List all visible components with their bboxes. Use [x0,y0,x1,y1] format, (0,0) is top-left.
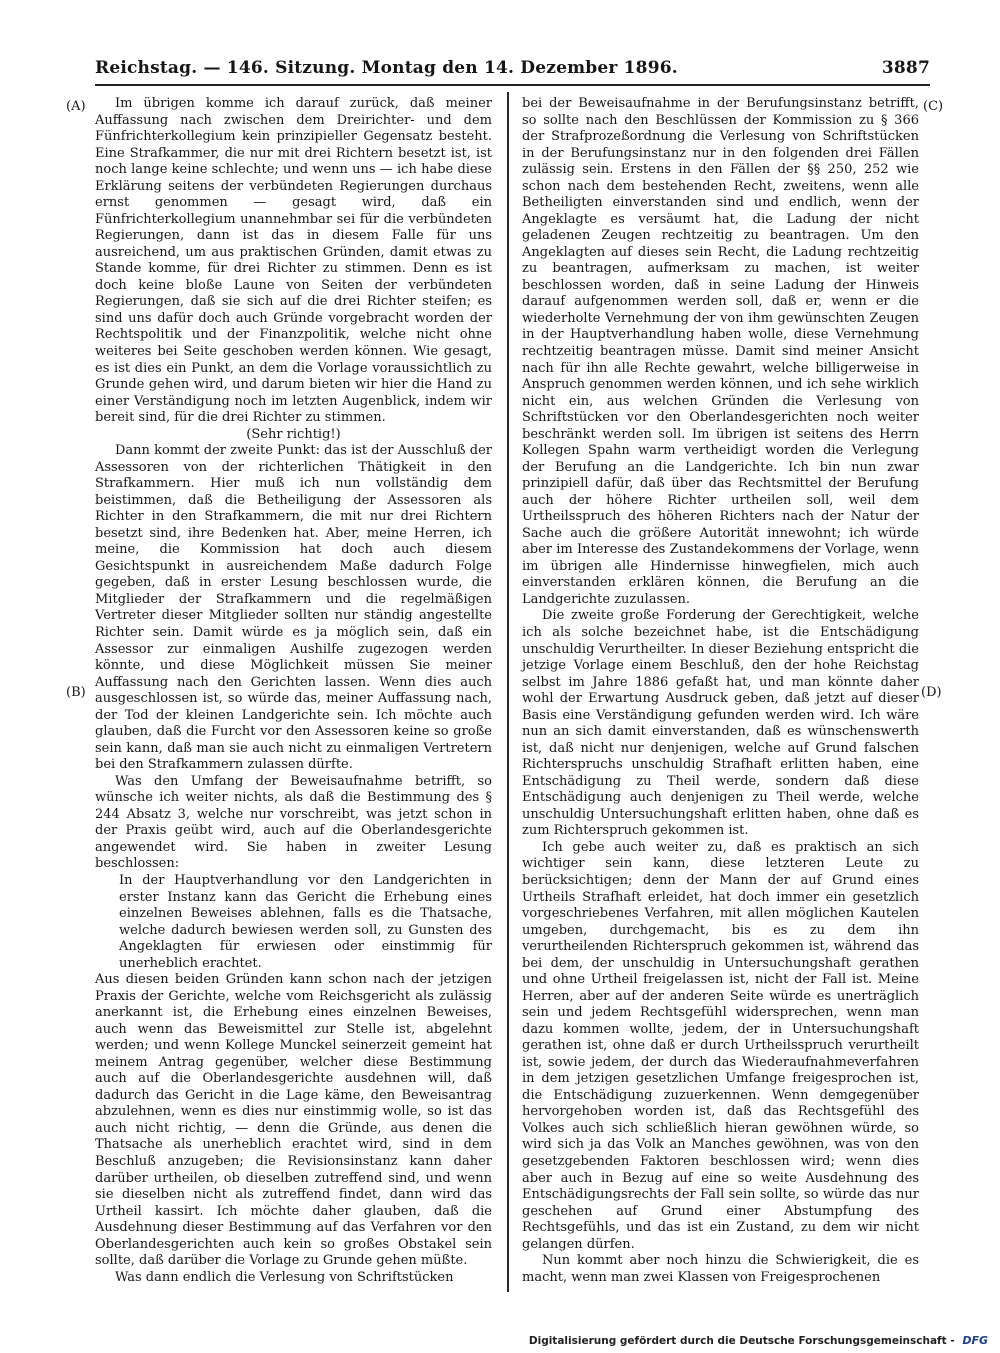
margin-marker-a: (A) [66,99,86,114]
digitization-credit [529,1334,988,1347]
header-rule [95,84,930,86]
right-column [522,96,919,1286]
running-title: Reichstag. — 146. Sitzung. Montag den 14. Dezember 1896. [95,58,678,78]
paragraph: Im übrigen komme ich darauf zurück, daß meiner Auffassung nach zwischen dem Dreirichter- und dem Fünfrichterkollegium kein prinzipieller Gegensatz besteht. Eine Strafkammer, die nur mit drei Richtern besetzt ist, ist noch lange keine schlechte; und wenn uns — ich habe diese Erklärung seitens der verbündeten Regierungen durchaus ernst genommen — gesagt wird, daß ein Fünfrichterkollegium unannehmbar sei für die verbündeten Regierungen, dann ist das in diesem Falle für uns ausreichend, um aus praktischen Gründen, damit etwas zu Stande komme, für drei Richter zu stimmen. Denn es ist doch keine bloße Laune von Seiten der verbündeten Regierungen, daß sie sich auf die drei Richter steifen; es sind uns dafür doch auch Gründe vorgebracht worden der Rechtspolitik und der Finanzpolitik, welche nicht ohne weiteres bei Seite geschoben werden können. Wie gesagt, es ist dies ein Punkt, an dem die Vorlage voraussichtlich zu Grunde gehen wird, und darum bieten wir hier die Hand zu einer Verständigung noch im letzten Augenblick, indem wir bereit sind, für die drei Richter zu stimmen. [95,96,492,426]
left-column [95,96,492,1286]
paragraph: Ich gebe auch weiter zu, daß es praktisch an sich wichtiger sein kann, diese letzteren Leute zu berücksichtigen; denn der Mann der auf Grund eines Urtheils Strafhaft erleidet, hat doch immer ein gesetzlich vorgeschriebenes Verfahren, mit allen möglichen Kautelen umgeben, durchgemacht, bis es zu dem ihn verurtheilenden Richterspruch gekommen ist, während das bei dem, der unschuldig in Untersuchungshaft gerathen und ohne Urtheil freigelassen ist, nicht der Fall ist. Meine Herren, aber auf der anderen Seite würde es unerträglich sein und jedem Rechtsgefühl widersprechen, wenn man dazu kommen wollte, jedem, der in Untersuchungshaft gerathen ist, ohne daß er durch Urtheilsspruch verurtheilt ist, sowie jedem, der durch das Wiederaufnahmeverfahren in dem jetzigen gesetzlichen Umfange freigesprochen ist, die Entschädigung zuzuerkennen. Wenn demgegenüber hervorgehoben worden ist, daß das Rechtsgefühl des Volkes auch sich schließlich hieran gewöhnen würde, so wird sich ja das Volk an Manches gewöhnen, was von den gesetzgebenden Faktoren beschlossen wird; wenn dies aber auch in Bezug auf eine so weite Ausdehnung des Entschädigungsrechts der Fall sein sollte, so würde das nur geschehen auf Grund einer Abstumpfung des Rechtsgefühls, und das ist ein Zustand, zu dem wir nicht gelangen dürfen. [522,839,919,1252]
page-number: 3887 [881,58,930,78]
credit-text: Digitalisierung gefördert durch die Deutsche Forschungsgemeinschaft - [528,1335,955,1347]
margin-marker-b: (B) [66,685,86,700]
paragraph: Aus diesen beiden Gründen kann schon nach der jetzigen Praxis der Gerichte, welche vom Reichsgericht als zulässig anerkannt ist, die Erhebung eines einzelnen Beweises, auch wenn das Beweismittel zur Stelle ist, abgelehnt werden; und wenn Kollege Munckel seinerzeit gemeint hat meinem Antrag gegenüber, welcher diese Bestimmung auch auf die Oberlandesgerichte ausdehnen will, daß dadurch das Gericht in die Lage käme, den Beweisantrag abzulehnen, wenn es dies nur einstimmig wolle, so ist das auch nicht richtig, — denn die Gründe, aus denen die Thatsache als unerheblich erachtet wird, sind in dem Beschluß anzugeben; die Revisionsinstanz kann daher darüber urtheilen, ob dieselben zutreffend sind, und wenn sie dieselben nicht als zutreffend findet, dann wird das Urtheil kassirt. Ich möchte daher glauben, daß die Ausdehnung dieser Bestimmung auf das Verfahren vor den Oberlandesgerichten auch kein so großes Obstakel sein sollte, daß darüber die Vorlage zu Grunde gehen müßte. [95,972,492,1269]
paragraph: Was den Umfang der Beweisaufnahme betrifft, so wünsche ich weiter nichts, als daß die Bestimmung des § 244 Absatz 3, welche nur vorschreibt, was jetzt schon in der Praxis geübt wird, auch auf die Oberlandesgerichte angewendet wird. Sie haben in zweiter Lesung beschlossen: [95,773,492,872]
paragraph: Nun kommt aber noch hinzu die Schwierigkeit, die es macht, wenn man zwei Klassen von Freigesprochenen [522,1253,919,1285]
paragraph: bei der Beweisaufnahme in der Berufungsinstanz betrifft, so sollte nach den Beschlüssen der Kommission zu § 366 der Strafprozeßordnung die Verlesung von Schriftstücken in der Berufungsinstanz nur in den folgenden drei Fällen zulässig sein. Erstens in den Fällen der §§ 250, 252 wie schon nach dem bestehenden Recht, zweitens, wenn alle Betheiligten einverstanden sind und endlich, wenn der Angeklagte es versäumt hat, die Ladung der nicht geladenen Zeugen rechtzeitig zu beantragen. Um den Angeklagten auf dieses sein Recht, die Ladung rechtzeitig zu beantragen, aufmerksam zu machen, ist weiter beschlossen worden, daß in seine Ladung der Hinweis darauf aufgenommen werden soll, daß er, wenn er die wiederholte Vernehmung der von ihm gewünschten Zeugen in der Hauptverhandlung haben wolle, diese Vernehmung rechtzeitig beantragen müsse. Damit sind meiner Ansicht nach für ihn alle Rechte gewahrt, welche billigerweise in Anspruch genommen werden können, und ich sehe wirklich nicht ein, aus welchen Gründen die Verlesung von Schriftstücken vor den Oberlandesgerichten noch weiter beschränkt werden soll. Im übrigen ist seitens des Herrn Kollegen Spahn warm vertheidigt worden die Verlegung der Berufung an die Landgerichte. Ich bin nun zwar prinzipiell dafür, daß über das Rechtsmittel der Berufung auch der höhere Richter urtheilen soll, weil dem Urtheilsspruch des höheren Richters nach der Natur der Sache auch die größere Autorität innewohnt; ich würde aber im Interesse des Zustandekommens der Vorlage, wenn im übrigen alle Hindernisse hinwegfielen, mich auch einverstanden erklären können, die Berufung an die Landgerichte zuzulassen. [522,96,919,607]
paragraph: Was dann endlich die Verlesung von Schriftstücken [115,1269,454,1285]
margin-marker-d: (D) [921,685,942,700]
dfg-logo: DFG [962,1334,988,1347]
paragraph: Dann kommt der zweite Punkt: das ist der Ausschluß der Assessoren von der richterlichen Thätigkeit in den Strafkammern. Hier muß ich nun vollständig dem beistimmen, daß die Betheiligung der Assessoren als Richter in den Strafkammern, die mit nur drei Richtern besetzt sind, ihre Bedenken hat. Aber, meine Herren, ich meine, die Kommission hat doch auch diesem Gesichtspunkt in ausreichendem Maße dadurch Folge gegeben, daß in erster Lesung beschlossen wurde, die Mitglieder der Strafkammern und die regelmäßigen Vertreter dieser Mitglieder sollten nur ständig angestellte Richter sein. Damit würde es ja möglich sein, daß ein Assessor zur einmaligen Aushilfe zugezogen werden könnte, und diese Möglichkeit müssen Sie meiner Auffassung nach den Gerichten lassen. Wenn dies auch ausgeschlossen ist, so würde das, meiner Auffassung nach, der Tod der kleinen Landgerichte sein. Ich möchte auch glauben, daß die Furcht vor den Assessoren keine so große sein kann, daß man sie auch nicht zu einmaligen Vertretern bei den Strafkammern zulassen dürfte. [95,443,492,773]
column-divider [507,92,509,1292]
margin-marker-c: (C) [923,99,944,114]
interjection: (Sehr richtig!) [246,426,341,442]
quoted-provision: In der Hauptverhandlung vor den Landgerichten in erster Instanz kann das Gericht die Erhebung eines einzelnen Beweises ablehnen, falls es die Thatsache, welche dadurch bewiesen werden soll, zu Gunsten des Angeklagten für erwiesen oder einstimmig für unerheblich erachtet. [119,872,492,971]
paragraph: Die zweite große Forderung der Gerechtigkeit, welche ich als solche bezeichnet habe, ist die Entschädigung unschuldig Verurtheilter. In dieser Beziehung entspricht die jetzige Vorlage einem Beschluß, den der hohe Reichstag selbst im Jahre 1886 gefaßt hat, und man könnte daher wohl der Erwartung Ausdruck geben, daß jetzt auf dieser Basis eine Verständigung gefunden werden wird. Ich wäre nun an sich damit einverstanden, daß es wünschenswerth ist, daß nicht nur denjenigen, welche auf Grund falschen Richterspruchs unschuldig Strafhaft erlitten haben, eine Entschädigung zu Theil werde, sondern daß diese Entschädigung auch denjenigen zu Theil werde, welche unschuldig Untersuchungshaft erlitten haben, ohne daß es zum Richterspruch gekommen ist. [522,608,919,839]
